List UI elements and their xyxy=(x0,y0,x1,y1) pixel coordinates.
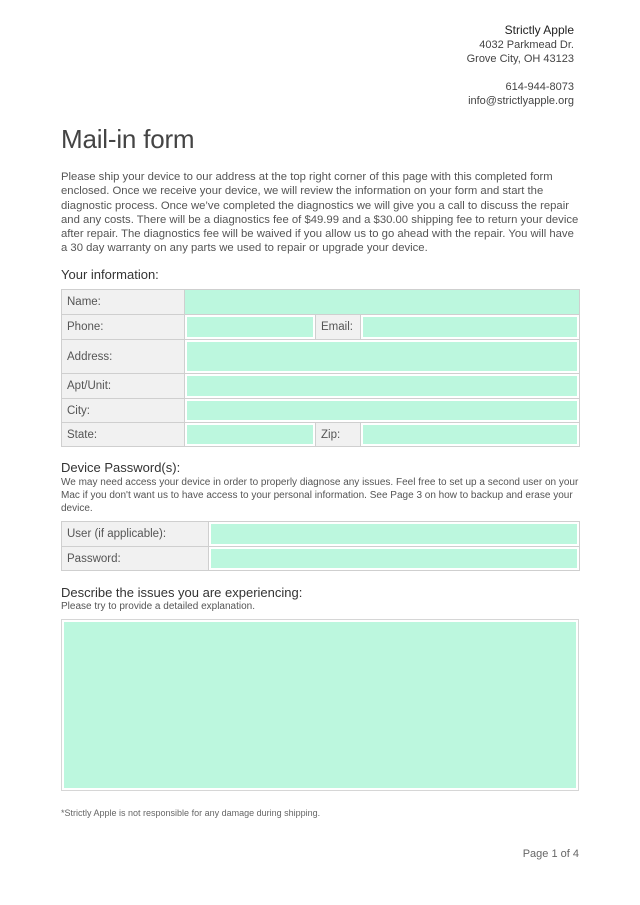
phone-label: Phone: xyxy=(62,315,185,340)
issues-description-field[interactable] xyxy=(61,619,579,791)
apt-row xyxy=(62,374,580,399)
user-field[interactable] xyxy=(209,522,580,547)
company-phone: 614-944-8073 xyxy=(505,81,574,93)
page-title: Mail-in form xyxy=(61,124,195,154)
email-field[interactable] xyxy=(361,315,580,340)
issues-heading: Describe the issues you are experiencing: xyxy=(61,585,303,600)
your-information-table xyxy=(61,289,580,447)
address-field[interactable] xyxy=(185,340,580,374)
device-passwords-note: We may need access your device in order to properly diagnose any issues. Feel free to set up a second user on your Mac if you don't want us to have access to your personal information. See Page 3 on how to backup and erase your device. xyxy=(61,477,579,514)
zip-label: Zip: xyxy=(316,423,361,447)
intro-paragraph: Please ship your device to our address at the top right corner of this page with this completed form enclosed. Once we receive your device, we will review the information on your form and start the diagnostic process. Once we’ve completed the diagnostics we will give you a call to discuss the repair and any costs. There will be a diagnostics fee of $49.99 and a $30.00 shipping fee to return your device after repair. The diagnostics fee will be waived if you allow us to go ahead with the repair. You will have a 30 day warranty on any parts we used to repair or upgrade your device. xyxy=(61,171,579,255)
address-label: Address: xyxy=(62,340,185,374)
device-passwords-heading: Device Password(s): xyxy=(61,460,181,475)
page-number: Page 1 of 4 xyxy=(522,848,579,860)
company-address-block xyxy=(467,23,574,108)
state-field[interactable] xyxy=(185,423,316,447)
city-row xyxy=(62,399,580,423)
name-row xyxy=(62,290,580,315)
shipping-disclaimer: *Strictly Apple is not responsible for any damage during shipping. xyxy=(61,808,321,818)
company-name: Strictly Apple xyxy=(504,23,574,37)
city-label: City: xyxy=(62,399,185,423)
company-email: info@strictlyapple.org xyxy=(468,95,574,107)
apt-label: Apt/Unit: xyxy=(62,374,185,399)
user-label: User (if applicable): xyxy=(62,522,209,547)
address-row xyxy=(62,340,580,374)
name-label: Name: xyxy=(62,290,185,315)
apt-field[interactable] xyxy=(185,374,580,399)
password-row xyxy=(62,547,580,571)
password-field[interactable] xyxy=(209,547,580,571)
zip-field[interactable] xyxy=(361,423,580,447)
email-label: Email: xyxy=(316,315,361,340)
company-city-line: Grove City, OH 43123 xyxy=(466,53,574,65)
user-row xyxy=(62,522,580,547)
state-label: State: xyxy=(62,423,185,447)
phone-field[interactable] xyxy=(185,315,316,340)
password-label: Password: xyxy=(62,547,209,571)
phone-email-row xyxy=(62,315,580,340)
device-passwords-table xyxy=(61,521,580,571)
state-zip-row xyxy=(62,423,580,447)
issues-note: Please try to provide a detailed explanation. xyxy=(61,601,256,612)
city-field[interactable] xyxy=(185,399,580,423)
company-street: 4032 Parkmead Dr. xyxy=(479,39,574,51)
your-information-heading: Your information: xyxy=(61,267,159,282)
name-field[interactable] xyxy=(185,290,580,315)
